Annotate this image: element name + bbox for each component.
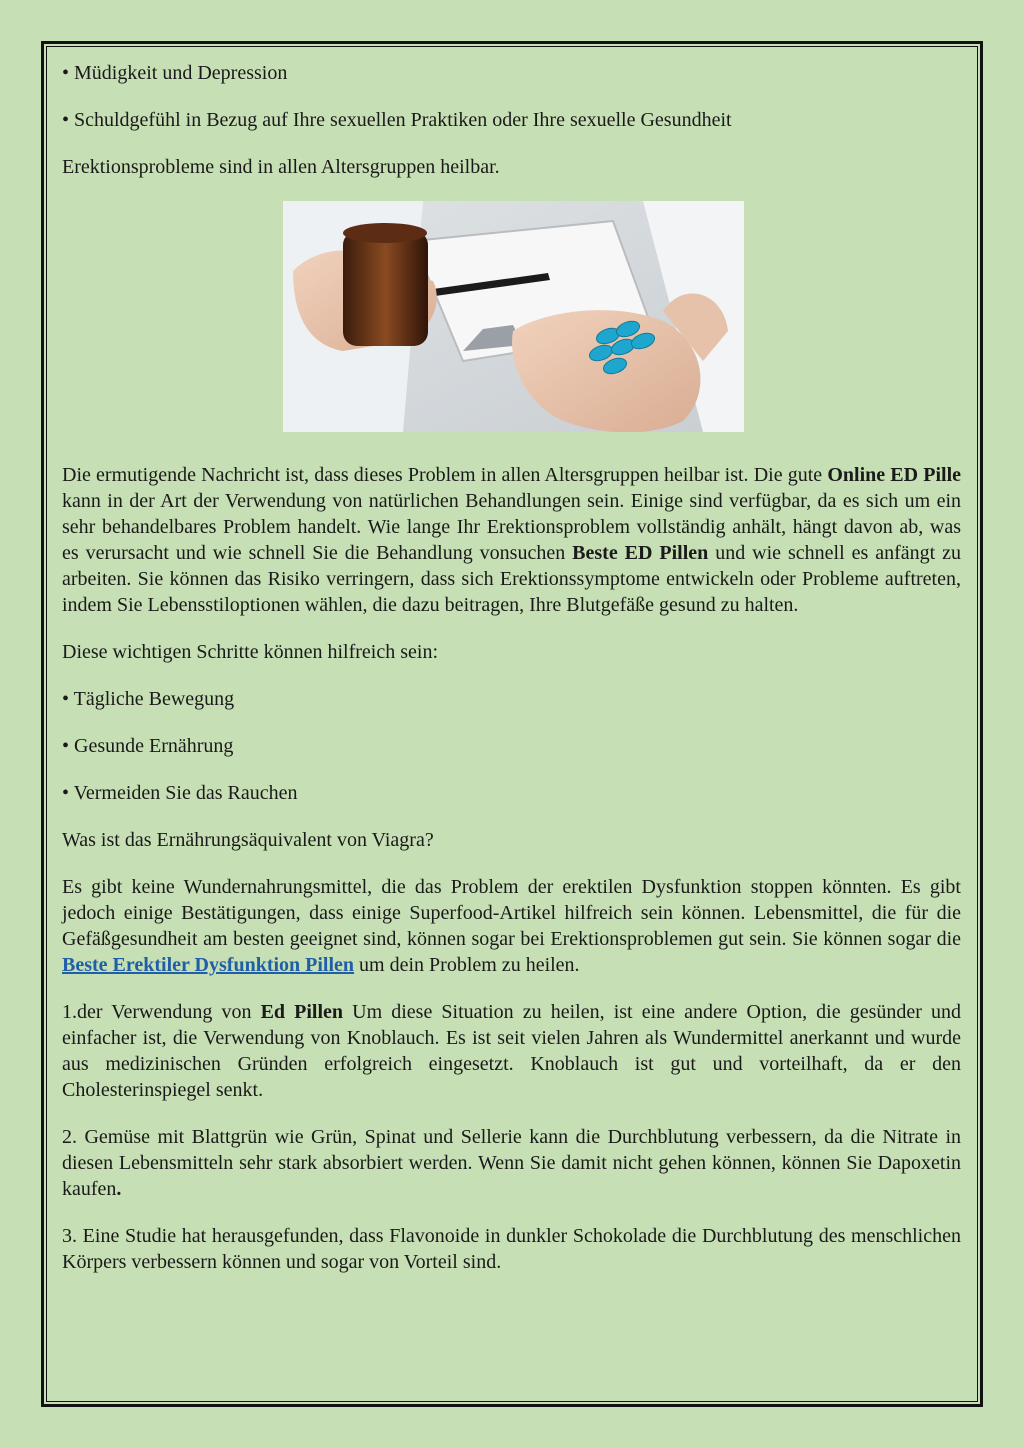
paragraph-superfood: Es gibt keine Wundernahrungsmittel, die das Problem der erektilen Dysfunktion stoppen könnten. Es gibt jedoch einige Bestätigungen, dass einige Superfood-Artikel hilfreich sein können. Lebensmittel, die für die Gefäßgesundheit am besten geeignet sind, können sogar bei Erektionsproblemen gut sein. Sie können sogar die Beste Erektiler Dysfunktion Pillen um dein Problem zu heilen. <box>62 876 961 976</box>
paragraph-greens: 2. Gemüse mit Blattgrün wie Grün, Spinat und Sellerie kann die Durchblutung verbessern, da die Nitrate in diesen Lebensmitteln sehr stark absorbiert werden. Wenn Sie damit nicht gehen können, können Sie Dapoxetin kaufen. <box>62 1126 961 1200</box>
bold-ed-pillen: Ed Pillen <box>260 1001 344 1023</box>
paragraph-garlic: 1.der Verwendung von Ed Pillen Um diese Situation zu heilen, ist eine andere Option, die gesünder und einfacher ist, die Verwendung von Knoblauch. Es ist seit vielen Jahren als Wundermittel anerkannt und wurde aus medizinischen Gründen erfolgreich eingesetzt. Knoblauch ist gut und vorteilhaft, da er den Cholesterinspiegel senkt. <box>62 1001 961 1101</box>
question-heading: Was ist das Ernährungsäquivalent von Viagra? <box>62 829 434 851</box>
document-body <box>62 60 961 1296</box>
link-beste-erektiler-dysfunktion-pillen[interactable]: Beste Erektiler Dysfunktion Pillen <box>62 954 355 976</box>
bullet-smoking: • Vermeiden Sie das Rauchen <box>62 782 298 804</box>
bullet-fatigue: • Müdigkeit und Depression <box>62 62 288 84</box>
bullet-guilt: • Schuldgefühl in Bezug auf Ihre sexuellen Praktiken oder Ihre sexuelle Gesundheit <box>62 109 732 131</box>
bullet-exercise: • Tägliche Bewegung <box>62 688 235 710</box>
doctor-pills-photo <box>283 201 744 432</box>
intro-sentence: Erektionsprobleme sind in allen Altersgruppen heilbar. <box>62 156 500 178</box>
bold-beste-ed-pillen: Beste ED Pillen <box>572 542 709 564</box>
paragraph-good-news: Die ermutigende Nachricht ist, dass dieses Problem in allen Altersgruppen heilbar ist. Die gute Online ED Pille kann in der Art der Verwendung von natürlichen Behandlungen sein. Einige sind verfügbar, da es sich um ein sehr behandelbares Problem handelt. Wie lange Ihr Erektionsproblem vollständig anhält, hängt davon ab, was es verursacht und wie schnell Sie die Behandlung vonsuchen Beste ED Pillen und wie schnell es anfängt zu arbeiten. Sie können das Risiko verringern, dass sich Erektionssymptome entwickeln oder Probleme auftreten, indem Sie Lebensstiloptionen wählen, die dazu beitragen, Ihre Blutgefäße gesund zu halten. <box>62 464 961 616</box>
bullet-nutrition: • Gesunde Ernährung <box>62 735 234 757</box>
steps-intro: Diese wichtigen Schritte können hilfreich sein: <box>62 641 439 663</box>
paragraph-chocolate: 3. Eine Studie hat herausgefunden, dass Flavonoide in dunkler Schokolade die Durchblutung des menschlichen Körpers verbessern können und sogar von Vorteil sind. <box>62 1225 961 1273</box>
bold-online-ed-pille: Online ED Pille <box>827 464 961 486</box>
